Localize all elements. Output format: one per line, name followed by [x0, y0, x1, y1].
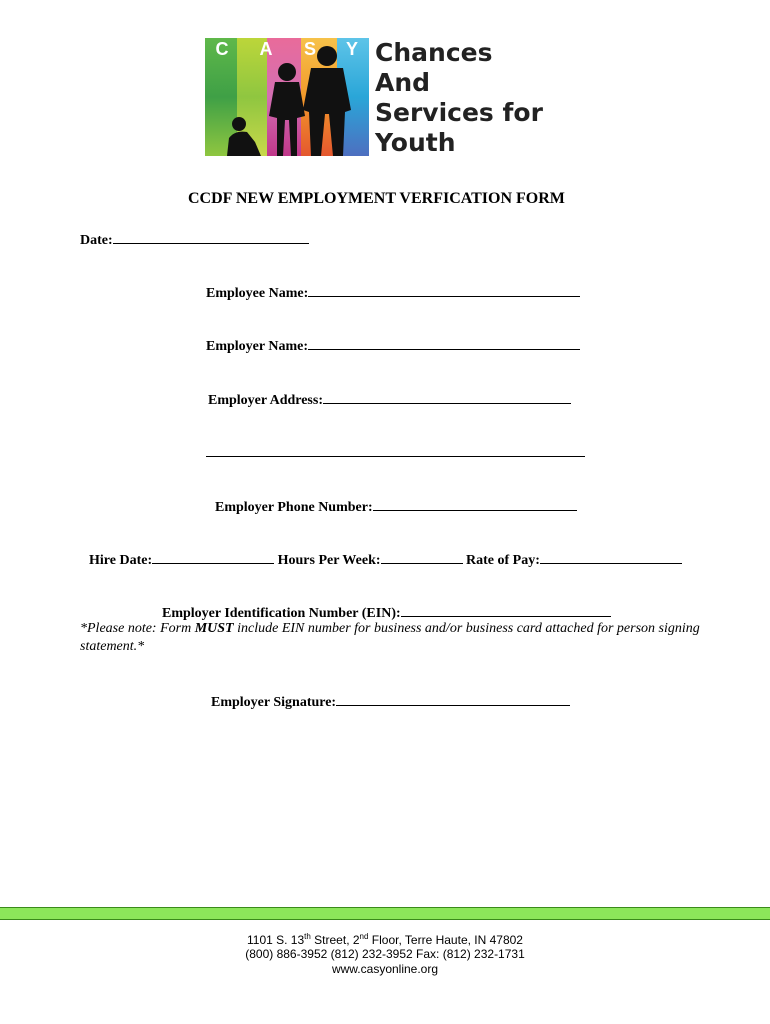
hire-date-label: Hire Date: — [89, 553, 153, 568]
employer-phone-row — [215, 496, 577, 516]
note-suffix: include EIN number for business and/or business card attached for person signing statement.* — [80, 621, 700, 654]
ein-note — [80, 620, 720, 656]
logo-line: And — [375, 68, 431, 97]
logo-line: Youth — [375, 128, 456, 157]
hours-label: Hours Per Week: — [277, 553, 381, 568]
address-part: Street, 2 — [310, 933, 360, 947]
footer-address — [0, 932, 770, 947]
signature-label: Employer Signature: — [211, 695, 337, 710]
casy-logo — [205, 38, 605, 158]
employer-phone-label: Employer Phone Number: — [215, 500, 373, 515]
ein-field[interactable] — [401, 602, 611, 617]
employee-name-field[interactable] — [308, 282, 580, 297]
logo-letter-a: A — [259, 39, 273, 59]
ein-label: Employer Identification Number (EIN): — [162, 606, 401, 621]
employer-address-field[interactable] — [323, 389, 571, 404]
logo-letter-y: Y — [345, 39, 358, 59]
logo-line: Chances — [375, 38, 493, 67]
address-sup: th — [304, 932, 311, 941]
employer-phone-field[interactable] — [373, 496, 577, 511]
logo-wordmark — [375, 38, 543, 158]
note-emphasis: MUST — [194, 621, 234, 636]
footer-divider-bar — [0, 907, 770, 920]
footer-website[interactable]: www.casyonline.org — [331, 962, 439, 976]
logo-line: Services for — [375, 98, 543, 127]
employer-address-row — [208, 389, 571, 409]
hire-hours-rate-row — [89, 549, 682, 569]
hours-field[interactable] — [381, 549, 463, 564]
address-part: Floor, Terre Haute, IN 47802 — [368, 933, 523, 947]
employer-address-label: Employer Address: — [208, 393, 323, 408]
logo-letter-s: S — [303, 39, 316, 59]
employee-name-row — [206, 282, 580, 302]
address-sup: nd — [359, 932, 369, 941]
employer-name-label: Employer Name: — [206, 339, 308, 354]
form-title: CCDF NEW EMPLOYMENT VERFICATION FORM — [188, 190, 565, 207]
employer-name-field[interactable] — [308, 335, 580, 350]
address-part: 1101 S. 13 — [247, 933, 305, 947]
employer-name-row — [206, 335, 580, 355]
signature-row — [211, 691, 570, 711]
footer-phones: (800) 886-3952 (812) 232-3952 Fax: (812) 232-1731 — [245, 947, 525, 961]
hire-date-field[interactable] — [152, 549, 274, 564]
ein-row — [162, 602, 611, 622]
employee-name-label: Employee Name: — [206, 286, 309, 301]
logo-letter-c: C — [215, 39, 229, 59]
signature-field[interactable] — [336, 691, 570, 706]
family-silhouette-icon — [205, 38, 369, 156]
note-prefix: *Please note: Form — [80, 621, 195, 636]
employer-address-line2-field[interactable] — [206, 442, 585, 457]
date-field[interactable] — [113, 229, 309, 244]
rate-label: Rate of Pay: — [466, 553, 540, 568]
rate-field[interactable] — [540, 549, 682, 564]
date-label: Date: — [80, 233, 113, 248]
date-row — [80, 229, 309, 249]
